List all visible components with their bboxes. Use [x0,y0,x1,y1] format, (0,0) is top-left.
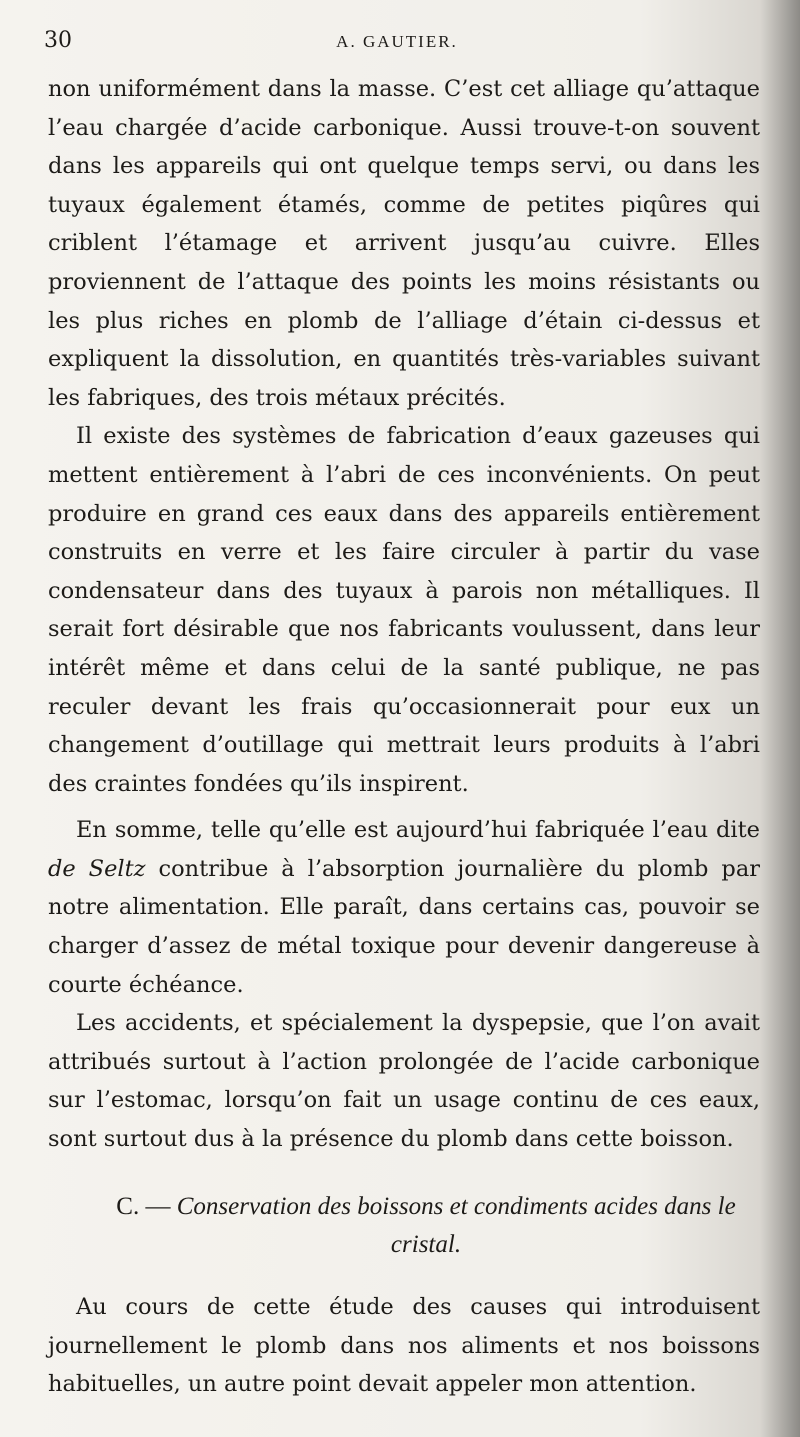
paragraph-2: Il existe des systèmes de fabrication d’eaux gazeuses qui mettent entièrement à l’abri de ces inconvénients. On peut produire en grand ces eaux dans des appareils entièrement construits en verre et les faire circuler à partir du vase condensateur dans des tuyaux à parois non métalliques. Il serait fort désirable que nos fabricants voulussent, dans leur intérêt même et dans celui de la santé publique, ne pas reculer devant les frais qu’occasionnerait pour eux un changement d’outillage qui mettrait leurs produits à l’abri des craintes fondées qu’ils inspirent. [48,423,760,797]
page-number: 30 [44,28,72,53]
paragraph-4: Les accidents, et spécialement la dyspepsie, que l’on avait attribués surtout à l’action prolongée de l’acide carbonique sur l’estomac, lorsqu’on fait un usage continu de ces eaux, sont surtout dus à la présence du plomb dans cette boisson. [48,1010,760,1153]
paragraph-3-after: contribue à l’absorption journalière du plomb par notre alimentation. Elle paraît, dans certains cas, pouvoir se charger d’assez de métal toxique pour devenir dangereuse à courte échéance. [48,855,760,998]
section-heading [96,1188,756,1264]
page-header [44,28,750,58]
section-label: C. — [116,1193,177,1220]
paragraph-3-italic: de Seltz [48,855,146,882]
body-text [48,70,760,1159]
paragraph-5: Au cours de cette étude des causes qui introduisent journellement le plomb dans nos aliments et nos boissons habituelles, un autre point devait appeler mon attention. [48,1294,760,1398]
paragraph-1: non uniformément dans la masse. C’est cet alliage qu’attaque l’eau chargée d’acide carbonique. Aussi trouve-t-on souvent dans les appareils qui ont quelque temps servi, ou dans les tuyaux également étamés, comme de petites piqûres qui criblent l’étamage et arrivent jusqu’au cuivre. Elles proviennent de l’attaque des points les moins résistants ou les plus riches en plomb de l’alliage d’étain ci-dessus et expliquent la dissolution, en quantités très-variables suivant les fabriques, des trois métaux précités. [48,76,760,411]
running-head: A. GAUTIER. [336,32,458,51]
paragraph-3-before: En somme, telle qu’elle est aujourd’hui fabriquée l’eau dite [76,817,760,844]
paragraph-3 [48,811,760,1004]
section-title-text: Conservation des boissons et condiments acides dans le cristal. [176,1193,736,1258]
